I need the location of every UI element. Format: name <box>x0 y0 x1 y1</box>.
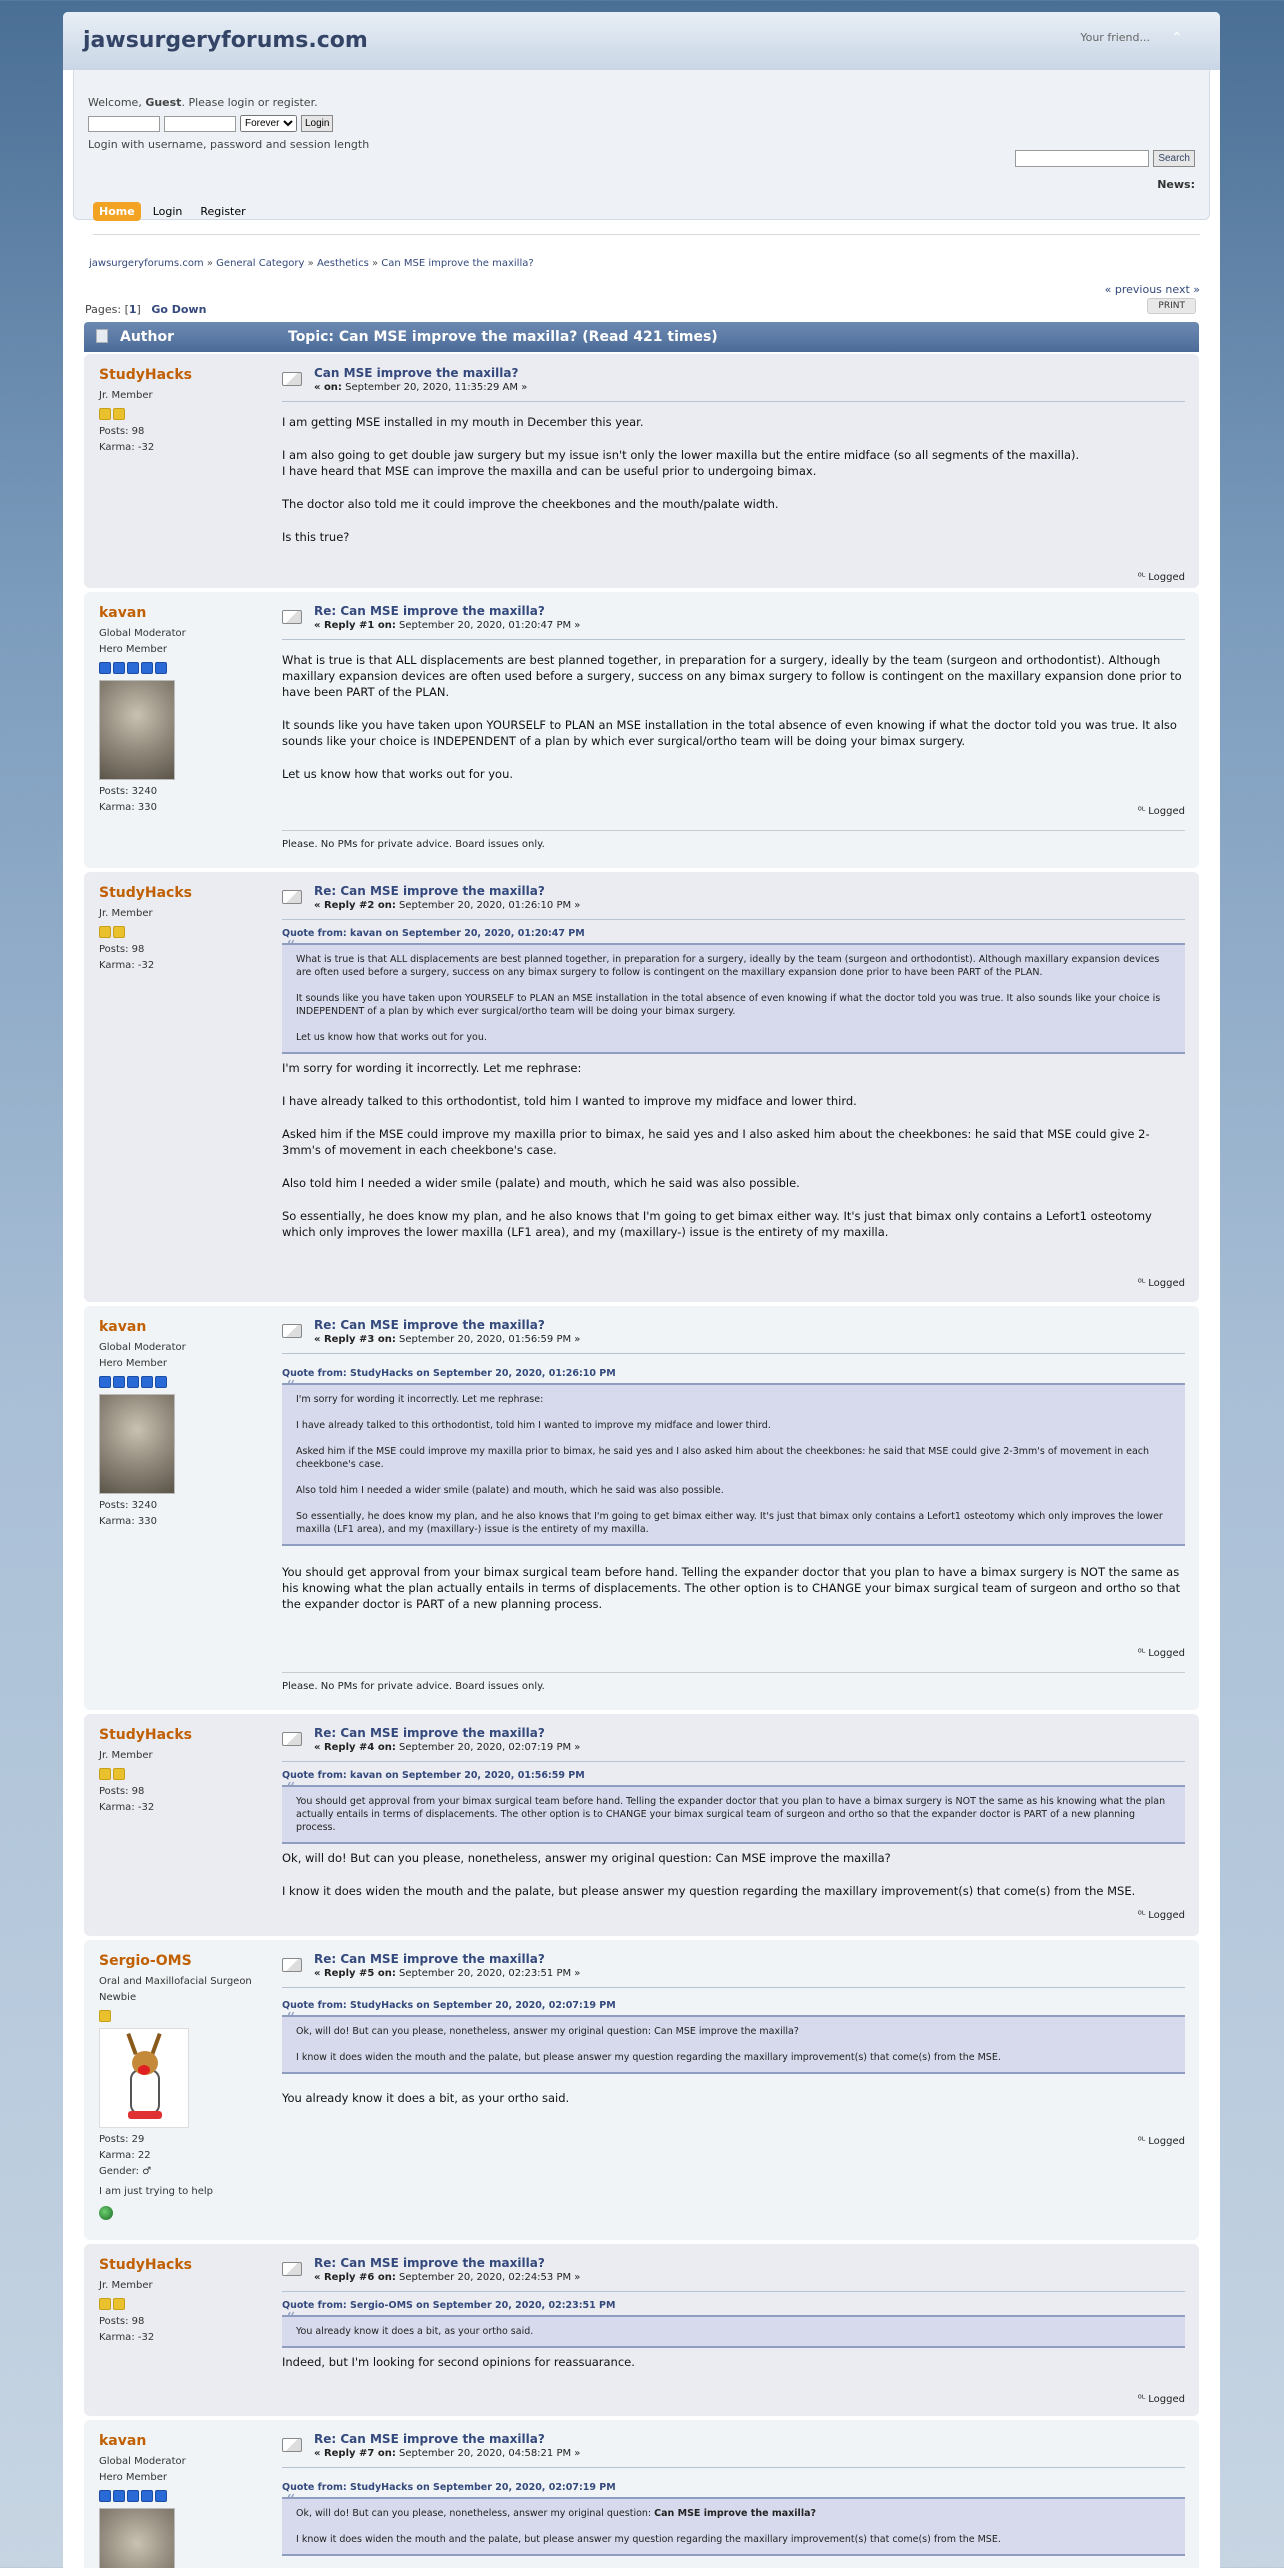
poster-posts: Posts: 98 <box>99 2316 145 2327</box>
pages-label: Pages: [ <box>85 303 129 316</box>
poster-group: Global Moderator <box>99 1342 186 1353</box>
logged-icon: ⁰ᴸ <box>1137 1278 1146 1289</box>
quote-block <box>282 2497 1185 2556</box>
poster-posts: Posts: 3240 <box>99 786 158 797</box>
post-paragraph: Let us know how that works out for you. <box>282 767 514 781</box>
session-length-select[interactable] <box>240 115 297 132</box>
poster-name[interactable]: kavan <box>99 2433 147 2449</box>
star-icon <box>127 1376 139 1388</box>
personal-text: I am just trying to help <box>99 2186 214 2197</box>
post <box>84 2420 1199 2568</box>
post-message <box>282 1564 1185 1612</box>
search-area <box>1015 150 1195 167</box>
xx-post-icon <box>282 1324 302 1338</box>
post-header <box>282 2254 1185 2292</box>
poster-name[interactable]: StudyHacks <box>99 2257 192 2273</box>
star-icon <box>141 1376 153 1388</box>
quote-header[interactable]: Quote from: StudyHacks on September 20, 2020, 01:26:10 PM <box>282 1368 616 1379</box>
welcome-suffix: . Please login or register. <box>181 96 318 109</box>
quote-block <box>282 2315 1185 2348</box>
rank-stars <box>99 408 259 420</box>
breadcrumb-topic[interactable]: Can MSE improve the maxilla? <box>381 258 534 269</box>
star-icon <box>99 2490 111 2502</box>
avatar <box>99 2508 175 2568</box>
logged-icon: ⁰ᴸ <box>1137 1648 1146 1659</box>
quote-paragraph <box>296 2507 1171 2520</box>
post-header <box>282 2430 1185 2468</box>
quote-header[interactable]: Quote from: StudyHacks on September 20, 2020, 02:07:19 PM <box>282 2000 616 2011</box>
post-header <box>282 602 1185 640</box>
poster-gender: Gender: ♂ <box>99 2166 152 2177</box>
star-icon <box>99 408 111 420</box>
quick-login-form <box>88 115 369 132</box>
post-content <box>282 2254 1185 2370</box>
star-icon <box>155 2490 167 2502</box>
star-icon <box>99 2298 111 2310</box>
post <box>84 592 1199 868</box>
post-title[interactable]: Re: Can MSE improve the maxilla? <box>314 604 545 618</box>
logged-label: Logged <box>1148 2136 1185 2147</box>
post-paragraph: I know it does widen the mouth and the palate, but please answer my question regarding the maxillary improvement(s) that come(s) from the MSE. <box>282 1884 1136 1898</box>
poster-name[interactable]: StudyHacks <box>99 1727 192 1743</box>
logged-status <box>1138 572 1185 583</box>
post-content <box>282 882 1185 1240</box>
xx-post-icon <box>282 2438 302 2452</box>
date-text: September 20, 2020, 02:23:51 PM » <box>399 1968 581 1979</box>
post-date <box>314 900 580 911</box>
date-text: September 20, 2020, 11:35:29 AM » <box>345 382 528 393</box>
signature-divider <box>282 830 1185 831</box>
logged-status <box>1138 2394 1185 2405</box>
post-header <box>282 364 1185 402</box>
poster-info <box>99 884 259 974</box>
poster-group: Jr. Member <box>99 2280 153 2291</box>
star-icon <box>141 2490 153 2502</box>
poster-group: Jr. Member <box>99 1750 153 1761</box>
post-paragraph: Is this true? <box>282 530 350 544</box>
post-date <box>314 1742 580 1753</box>
quote-paragraph: “ What is true is that ALL displacements are best planned together, in preparation for a surgery, ideally by the team (surgeon and orthodontist). Although maxillary expansion devices are often used before a surgery, success on any bimax surgery to follow is contingent on the maxillary expansion done prior to have been PART of the PLAN. <box>296 954 1160 978</box>
breadcrumb-home[interactable]: jawsurgeryforums.com <box>89 258 204 269</box>
star-icon <box>113 2298 125 2310</box>
deer-body-shape <box>130 2069 160 2115</box>
topic-title: Topic: Can MSE improve the maxilla? (Read 421 times) <box>288 329 718 345</box>
post-title[interactable]: Re: Can MSE improve the maxilla? <box>314 1952 545 1966</box>
poster-posts: Posts: 98 <box>99 426 145 437</box>
logged-label: Logged <box>1148 1278 1185 1289</box>
reply-label: « Reply #2 on: <box>314 900 396 911</box>
reply-label: « Reply #5 on: <box>314 1968 396 1979</box>
xx-post-icon <box>282 1958 302 1972</box>
star-icon <box>155 1376 167 1388</box>
post-title[interactable]: Re: Can MSE improve the maxilla? <box>314 1318 545 1332</box>
poster-group: Jr. Member <box>99 390 153 401</box>
search-button[interactable]: Search <box>1153 150 1195 167</box>
header <box>63 12 1220 70</box>
poster-group: Global Moderator <box>99 628 186 639</box>
poster-post-group: Hero Member <box>99 1358 167 1369</box>
logged-status <box>1138 806 1185 817</box>
poster-group: Oral and Maxillofacial Surgeon <box>99 1976 252 1987</box>
signature-divider <box>282 1672 1185 1673</box>
collapse-header-icon[interactable]: ⌃ <box>1171 30 1183 46</box>
signature: Please. No PMs for private advice. Board issues only. <box>282 1681 545 1692</box>
pagination <box>85 303 206 316</box>
rank-stars <box>99 2010 259 2022</box>
password-input[interactable] <box>164 116 236 132</box>
slogan: Your friend... <box>1080 31 1150 44</box>
logged-label: Logged <box>1148 2394 1185 2405</box>
post <box>84 1940 1199 2240</box>
poster-group: Jr. Member <box>99 908 153 919</box>
post-date <box>314 2448 580 2459</box>
poster-info <box>99 1952 259 2220</box>
quote-paragraph: I have already talked to this orthodontist, told him I wanted to improve my midface and lower third. <box>296 1420 771 1431</box>
star-icon <box>141 662 153 674</box>
quote-paragraph: It sounds like you have taken upon YOURSELF to PLAN an MSE installation in the total absence of even knowing if what the doctor told you was true. It also sounds like your choice is INDEPENDENT of a plan by which ever surgical/ortho team will be doing your bimax surgery. <box>296 993 1161 1017</box>
reply-label: « on: <box>314 382 342 393</box>
rank-stars <box>99 926 259 938</box>
user-area <box>88 96 369 157</box>
poster-info <box>99 1726 259 1816</box>
upper-section <box>73 70 1210 220</box>
quote-paragraph: I know it does widen the mouth and the palate, but please answer my question regarding the maxillary improvement(s) that come(s) from the MSE. <box>296 2534 1001 2545</box>
rank-stars <box>99 2490 259 2502</box>
date-text: September 20, 2020, 01:26:10 PM » <box>399 900 581 911</box>
quote-paragraph: Let us know how that works out for you. <box>296 1032 487 1043</box>
post-message <box>282 2354 1185 2370</box>
post <box>84 354 1199 588</box>
quote-text: Ok, will do! But can you please, nonetheless, answer my original question: <box>296 2508 655 2519</box>
poster-karma: Karma: -32 <box>99 1802 155 1813</box>
main-menu <box>93 202 252 221</box>
poster-karma: Karma: 330 <box>99 802 157 813</box>
prev-next-links[interactable]: « previous next » <box>1104 283 1200 296</box>
quote-paragraph: I know it does widen the mouth and the palate, but please answer my question regarding the maxillary improvement(s) that come(s) from the MSE. <box>296 2052 1001 2063</box>
star-icon <box>99 2010 111 2022</box>
post-paragraph: Ok, will do! But can you please, nonetheless, answer my original question: Can MSE improve the maxilla? <box>282 1851 891 1865</box>
post-paragraph: I am also going to get double jaw surgery but my issue isn't only the lower maxilla but the entire midface (so all segments of the maxilla). I have heard that MSE can improve the maxilla and can be useful prior to undergoing bimax. <box>282 448 1080 478</box>
poster-name[interactable]: Sergio-OMS <box>99 1953 192 1969</box>
avatar <box>99 680 175 780</box>
quote-header[interactable]: Quote from: StudyHacks on September 20, 2020, 02:07:19 PM <box>282 2482 616 2493</box>
poster-info <box>99 366 259 456</box>
star-icon <box>113 2490 125 2502</box>
post <box>84 1714 1199 1936</box>
poster-posts: Posts: 98 <box>99 1786 145 1797</box>
poster-karma: Karma: 330 <box>99 1516 157 1527</box>
go-down-link[interactable]: Go Down <box>151 303 207 316</box>
post-title[interactable]: Re: Can MSE improve the maxilla? <box>314 2432 545 2446</box>
star-icon <box>113 926 125 938</box>
menu-register[interactable]: Register <box>200 205 246 218</box>
quote-block <box>282 1785 1185 1844</box>
menu-home[interactable]: Home <box>93 202 141 221</box>
quote-paragraph: “ I'm sorry for wording it incorrectly. Let me rephrase: <box>296 1394 544 1405</box>
post-content <box>282 2430 1185 2562</box>
logged-icon: ⁰ᴸ <box>1137 572 1146 583</box>
topic-header <box>84 322 1199 352</box>
breadcrumb-category[interactable]: General Category <box>216 258 305 269</box>
news-label: News: <box>1157 178 1195 191</box>
date-text: September 20, 2020, 01:56:59 PM » <box>399 1334 581 1345</box>
print-button[interactable]: PRINT <box>1147 298 1196 314</box>
rank-stars <box>99 1768 259 1780</box>
poster-name[interactable]: kavan <box>99 1319 147 1335</box>
xx-post-icon <box>282 890 302 904</box>
poster-post-group: Newbie <box>99 1992 137 2003</box>
post-paragraph: I am getting MSE installed in my mouth in December this year. <box>282 415 644 429</box>
post-message <box>282 1850 1185 1899</box>
quote-paragraph: So essentially, he does know my plan, and he also knows that I'm going to get bimax either way. It's just that bimax only contains a Lefort1 osteotomy which only improves the lower maxilla (LF1 area), and my (maxillary-) issue is the entirety of my maxilla. <box>296 1511 1163 1535</box>
star-icon <box>127 2490 139 2502</box>
poster-info <box>99 2256 259 2346</box>
poster-karma: Karma: -32 <box>99 442 155 453</box>
post-header <box>282 1950 1185 1988</box>
quote-header[interactable]: Quote from: kavan on September 20, 2020, 01:56:59 PM <box>282 1770 585 1781</box>
post-content <box>282 1950 1185 2106</box>
menu-divider <box>93 234 1200 235</box>
xx-post-icon <box>282 610 302 624</box>
xx-post-icon <box>282 1732 302 1746</box>
post-paragraph: You already know it does a bit, as your ortho said. <box>282 2091 570 2105</box>
post-message <box>282 1060 1185 1240</box>
poster-group: Global Moderator <box>99 2456 186 2467</box>
poster-posts: Posts: 3240 <box>99 1500 158 1511</box>
poster-karma: Karma: -32 <box>99 2332 155 2343</box>
post-date <box>314 620 580 631</box>
quote-paragraph: Asked him if the MSE could improve my maxilla prior to bimax, he said yes and I also asked him about the cheekbones: he said that MSE could give 2-3mm's of movement in each cheekbone's case. <box>296 1446 1150 1470</box>
logged-status <box>1138 2136 1185 2147</box>
star-icon <box>155 662 167 674</box>
star-icon <box>113 662 125 674</box>
star-icon <box>99 1376 111 1388</box>
date-text: September 20, 2020, 02:07:19 PM » <box>399 1742 581 1753</box>
post-date <box>314 2272 580 2283</box>
star-icon <box>113 1376 125 1388</box>
post <box>84 872 1199 1302</box>
menu-login[interactable]: Login <box>152 205 183 218</box>
reply-label: « Reply #7 on: <box>314 2448 396 2459</box>
logged-status <box>1138 1278 1185 1289</box>
author-column-label: Author <box>120 329 174 345</box>
post-message <box>282 2090 1185 2106</box>
reply-label: « Reply #4 on: <box>314 1742 396 1753</box>
star-icon <box>113 1768 125 1780</box>
poster-posts: Posts: 98 <box>99 944 145 955</box>
welcome-text <box>88 96 369 109</box>
avatar <box>99 2028 189 2128</box>
logged-icon: ⁰ᴸ <box>1137 806 1146 817</box>
poster-info <box>99 1318 259 1530</box>
poster-post-group: Hero Member <box>99 2472 167 2483</box>
rank-stars <box>99 662 259 674</box>
guest-label: Guest <box>145 96 182 109</box>
welcome-prefix: Welcome, <box>88 96 146 109</box>
post-content <box>282 602 1185 782</box>
post-content <box>282 364 1185 545</box>
reply-label: « Reply #3 on: <box>314 1334 396 1345</box>
poster-info <box>99 604 259 816</box>
reply-label: « Reply #6 on: <box>314 2272 396 2283</box>
logged-icon: ⁰ᴸ <box>1137 2136 1146 2147</box>
login-hint: Login with username, password and session length <box>88 138 370 151</box>
logged-label: Logged <box>1148 1910 1185 1921</box>
post-paragraph: You should get approval from your bimax surgical team before hand. Telling the expander doctor that you plan to have a bimax surgery is NOT the same as his knowing what the plan actually entails in terms of displacements. The other option is to CHANGE your bimax surgical team of surgeon and ortho so that the expander doctor is PART of a new planning process. <box>282 1565 1181 1611</box>
star-icon <box>99 926 111 938</box>
quote-header[interactable]: Quote from: kavan on September 20, 2020, 01:20:47 PM <box>282 928 585 939</box>
website-globe-icon[interactable] <box>99 2206 113 2220</box>
post-message <box>282 414 1185 545</box>
current-page: 1 <box>128 303 137 316</box>
star-icon <box>127 662 139 674</box>
antler-shape <box>150 2033 161 2055</box>
deer-nose-shape <box>138 2065 150 2075</box>
avatar <box>99 1394 175 1494</box>
logged-label: Logged <box>1148 806 1185 817</box>
star-icon <box>113 408 125 420</box>
quote-block <box>282 2015 1185 2074</box>
topic-icon <box>96 329 108 343</box>
post-content <box>282 1316 1185 1612</box>
date-text: September 20, 2020, 01:20:47 PM » <box>399 620 581 631</box>
post-paragraph: What is true is that ALL displacements are best planned together, in preparation for a surgery, ideally by the team (surgeon and orthodontist). Although maxillary expansion devices are often used before a surgery, success on any bimax surgery to follow is contingent on the maxillary expansion done prior to have been PART of the PLAN. <box>282 653 1182 699</box>
reply-label: « Reply #1 on: <box>314 620 396 631</box>
poster-karma: Karma: -32 <box>99 960 155 971</box>
quote-block <box>282 943 1185 1054</box>
poster-post-group: Hero Member <box>99 644 167 655</box>
post-paragraph: Also told him I needed a wider smile (palate) and mouth, which he said was also possible. <box>282 1176 800 1190</box>
poster-name[interactable]: StudyHacks <box>99 367 192 383</box>
quote-paragraph: Also told him I needed a wider smile (palate) and mouth, which he said was also possible. <box>296 1485 724 1496</box>
logged-icon: ⁰ᴸ <box>1137 1910 1146 1921</box>
username-input[interactable] <box>88 116 160 132</box>
quote-paragraph: “ You already know it does a bit, as your ortho said. <box>296 2326 534 2337</box>
logged-label: Logged <box>1148 1648 1185 1659</box>
post-header <box>282 1724 1185 1762</box>
poster-posts: Posts: 29 <box>99 2134 145 2145</box>
post-title[interactable]: Re: Can MSE improve the maxilla? <box>314 884 545 898</box>
post-paragraph: The doctor also told me it could improve the cheekbones and the mouth/palate width. <box>282 497 779 511</box>
poster-karma: Karma: 22 <box>99 2150 151 2161</box>
quote-paragraph: “ You should get approval from your bimax surgical team before hand. Telling the expander doctor that you plan to have a bimax surgery is NOT the same as his knowing what the plan actually entails in terms of displacements. The other option is to CHANGE your bimax surgical team of surgeon and ortho so that the expander doctor is PART of a new planning process. <box>296 1796 1166 1833</box>
rank-stars <box>99 1376 259 1388</box>
quote-bold-text: Can MSE improve the maxilla? <box>654 2508 816 2519</box>
post <box>84 1306 1199 1710</box>
logged-label: Logged <box>1148 572 1185 583</box>
post-paragraph: Asked him if the MSE could improve my maxilla prior to bimax, he said yes and I also asked him about the cheekbones: he said that MSE could give 2-3mm's of movement in each cheekbone's case. <box>282 1127 1150 1157</box>
post-message <box>282 652 1185 782</box>
post-header <box>282 1316 1185 1354</box>
breadcrumb-board[interactable]: Aesthetics <box>316 258 369 269</box>
star-icon <box>99 662 111 674</box>
poster-info <box>99 2432 259 2568</box>
post-paragraph: It sounds like you have taken upon YOURSELF to PLAN an MSE installation in the total absence of even knowing if what the doctor told you was true. It also sounds like your choice is INDEPENDENT of a plan by which ever surgical/ortho team will be doing your bimax surgery. <box>282 718 1177 748</box>
logged-status <box>1138 1910 1185 1921</box>
breadcrumb: jawsurgeryforums.com » General Category » Aesthetics » Can MSE improve the maxilla? <box>89 258 534 269</box>
post-paragraph: So essentially, he does know my plan, and he also knows that I'm going to get bimax either way. It's just that bimax only contains a Lefort1 osteotomy which only improves the lower maxilla (LF1 area), and my (maxillary-) issue is the entirety of my maxilla. <box>282 1209 1152 1239</box>
date-text: September 20, 2020, 02:24:53 PM » <box>399 2272 581 2283</box>
post-title[interactable]: Re: Can MSE improve the maxilla? <box>314 1726 545 1740</box>
post-content <box>282 1724 1185 1899</box>
antler-shape <box>126 2033 137 2055</box>
deer-legs-shape <box>128 2111 162 2119</box>
post-title[interactable]: Can MSE improve the maxilla? <box>314 366 519 380</box>
post-title[interactable]: Re: Can MSE improve the maxilla? <box>314 2256 545 2270</box>
post-paragraph: I have already talked to this orthodontist, told him I wanted to improve my midface and lower third. <box>282 1094 857 1108</box>
quote-paragraph: “ Ok, will do! But can you please, nonetheless, answer my original question: Can MSE improve the maxilla? <box>296 2026 799 2037</box>
quote-header[interactable]: Quote from: Sergio-OMS on September 20, 2020, 02:23:51 PM <box>282 2300 616 2311</box>
logged-status <box>1138 1648 1185 1659</box>
login-button[interactable]: Login <box>301 115 333 132</box>
signature: Please. No PMs for private advice. Board issues only. <box>282 839 545 850</box>
poster-name[interactable]: StudyHacks <box>99 885 192 901</box>
pages-close: ] <box>136 303 141 316</box>
post <box>84 2244 1199 2416</box>
search-input[interactable] <box>1015 150 1149 167</box>
date-text: September 20, 2020, 04:58:21 PM » <box>399 2448 581 2459</box>
logged-icon: ⁰ᴸ <box>1137 2394 1146 2405</box>
post-header <box>282 882 1185 920</box>
post-paragraph: I'm sorry for wording it incorrectly. Let me rephrase: <box>282 1061 582 1075</box>
poster-name[interactable]: kavan <box>99 605 147 621</box>
post-date <box>314 1968 580 1979</box>
quote-block <box>282 1383 1185 1546</box>
rank-stars <box>99 2298 259 2310</box>
xx-post-icon <box>282 2262 302 2276</box>
forum-name[interactable]: jawsurgeryforums.com <box>83 28 368 53</box>
post-paragraph: Indeed, but I'm looking for second opinions for reassuarance. <box>282 2355 635 2369</box>
xx-post-icon <box>282 372 302 386</box>
post-date <box>314 382 527 393</box>
page-wrapper <box>63 12 1220 2568</box>
post-date <box>314 1334 580 1345</box>
star-icon <box>99 1768 111 1780</box>
